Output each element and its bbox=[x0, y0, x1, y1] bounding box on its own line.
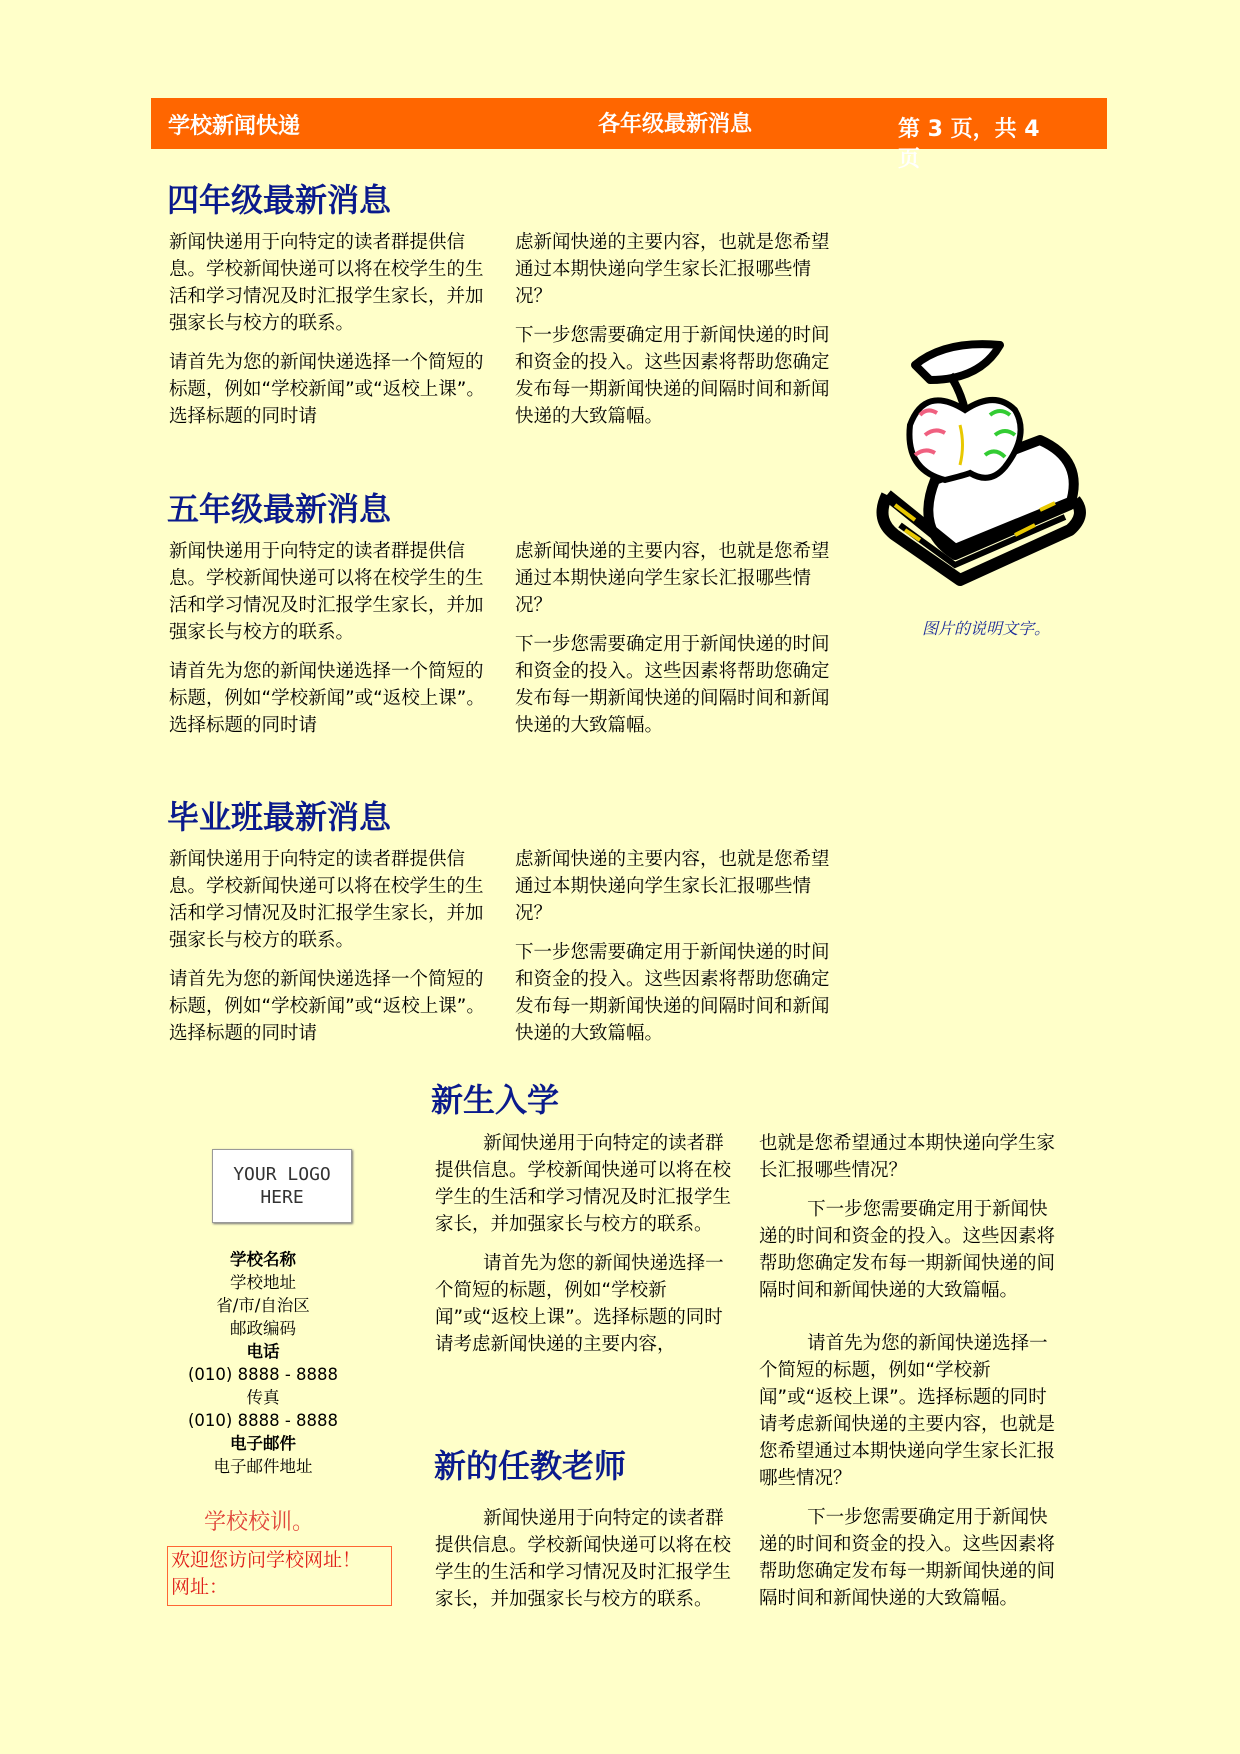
header-newsletter-name: 学校新闻快递 bbox=[168, 114, 301, 139]
fax-label: 传真 bbox=[246, 1388, 280, 1407]
contact-block bbox=[163, 1248, 363, 1478]
logo-placeholder bbox=[212, 1149, 352, 1223]
new-students-body bbox=[435, 1130, 732, 1370]
website-url-label[interactable]: 网址： bbox=[171, 1576, 229, 1598]
fax-number: (010) 8888 - 8888 bbox=[187, 1411, 339, 1430]
logo-text-line2: HERE bbox=[260, 1187, 304, 1208]
section-grade4-col2 bbox=[515, 229, 845, 442]
section-grade4-col1 bbox=[169, 229, 501, 442]
image-caption: 图片的说明文字。 bbox=[922, 619, 1051, 638]
paragraph: 请首先为您的新闻快递选择一个简短的标题，例如“学校新闻”或“返校上课”。选择标题的同时请考虑新闻快递的主要内容，也就是您希望通过本期快递向学生家长汇报哪些情况？ bbox=[759, 1333, 1056, 1489]
right-column-body bbox=[759, 1130, 1061, 1624]
paragraph: 新闻快递用于向特定的读者群提供信息。学校新闻快递可以将在校学生的生活和学习情况及时汇报学生家长，并加强家长与校方的联系。 bbox=[435, 1133, 732, 1235]
school-name: 学校名称 bbox=[230, 1250, 296, 1269]
logo-text-line1: YOUR LOGO bbox=[233, 1164, 331, 1185]
email-address: 电子邮件地址 bbox=[213, 1457, 313, 1476]
paragraph: 请首先为您的新闻快递选择一个简短的标题，例如“学校新闻”或“返校上课”。选择标题的同时请 bbox=[169, 661, 485, 736]
paragraph: 下一步您需要确定用于新闻快递的时间和资金的投入。这些因素将帮助您确定发布每一期新闻快递的间隔时间和新闻快递的大致篇幅。 bbox=[515, 325, 830, 427]
section-grade5-col1 bbox=[169, 538, 501, 751]
apple-on-book-clipart bbox=[865, 335, 1105, 615]
paragraph: 虑新闻快递的主要内容，也就是您希望通过本期快递向学生家长汇报哪些情况？ bbox=[515, 849, 830, 924]
paragraph: 新闻快递用于向特定的读者群提供信息。学校新闻快递可以将在校学生的生活和学习情况及时汇报学生家长，并加强家长与校方的联系。 bbox=[169, 541, 484, 643]
paragraph: 虑新闻快递的主要内容，也就是您希望通过本期快递向学生家长汇报哪些情况？ bbox=[515, 541, 830, 616]
section-title-grade4: 四年级最新消息 bbox=[167, 181, 392, 219]
header-section-title: 各年级最新消息 bbox=[598, 112, 753, 137]
paragraph: 也就是您希望通过本期快递向学生家长汇报哪些情况？ bbox=[759, 1133, 1056, 1181]
section-title-new-students: 新生入学 bbox=[431, 1081, 560, 1119]
paragraph: 请首先为您的新闻快递选择一个简短的标题，例如“学校新闻”或“返校上课”。选择标题的同时请考虑新闻快递的主要内容， bbox=[435, 1253, 724, 1355]
paragraph: 请首先为您的新闻快递选择一个简短的标题，例如“学校新闻”或“返校上课”。选择标题的同时请 bbox=[169, 969, 485, 1044]
school-region: 省/市/自治区 bbox=[216, 1296, 310, 1315]
school-motto: 学校校训。 bbox=[204, 1510, 315, 1535]
school-postal-code: 邮政编码 bbox=[230, 1319, 296, 1338]
section-title-grade5: 五年级最新消息 bbox=[167, 490, 392, 528]
section-title-new-teachers: 新的任教老师 bbox=[434, 1447, 627, 1485]
paragraph: 下一步您需要确定用于新闻快递的时间和资金的投入。这些因素将帮助您确定发布每一期新闻快递的间隔时间和新闻快递的大致篇幅。 bbox=[515, 942, 830, 1044]
paragraph: 请首先为您的新闻快递选择一个简短的标题，例如“学校新闻”或“返校上课”。选择标题的同时请 bbox=[169, 352, 485, 427]
paragraph: 下一步您需要确定用于新闻快递的时间和资金的投入。这些因素将帮助您确定发布每一期新闻快递的间隔时间和新闻快递的大致篇幅。 bbox=[759, 1199, 1056, 1301]
paragraph: 虑新闻快递的主要内容，也就是您希望通过本期快递向学生家长汇报哪些情况？ bbox=[515, 232, 830, 307]
website-box bbox=[167, 1546, 392, 1606]
paragraph: 下一步您需要确定用于新闻快递的时间和资金的投入。这些因素将帮助您确定发布每一期新闻快递的间隔时间和新闻快递的大致篇幅。 bbox=[759, 1507, 1056, 1609]
section-title-graduating: 毕业班最新消息 bbox=[167, 798, 392, 836]
phone-label: 电话 bbox=[246, 1342, 280, 1361]
paragraph: 新闻快递用于向特定的读者群提供信息。学校新闻快递可以将在校学生的生活和学习情况及时汇报学生家长，并加强家长与校方的联系。 bbox=[169, 849, 484, 951]
header-page-number: 第 3 页，共 4 页 bbox=[898, 117, 1040, 172]
section-graduating-col2 bbox=[515, 846, 845, 1059]
paragraph: 新闻快递用于向特定的读者群提供信息。学校新闻快递可以将在校学生的生活和学习情况及时汇报学生家长，并加强家长与校方的联系。 bbox=[169, 232, 484, 334]
new-teachers-body bbox=[435, 1505, 732, 1625]
section-grade5-col2 bbox=[515, 538, 845, 751]
school-address: 学校地址 bbox=[230, 1273, 296, 1292]
paragraph: 下一步您需要确定用于新闻快递的时间和资金的投入。这些因素将帮助您确定发布每一期新闻快递的间隔时间和新闻快递的大致篇幅。 bbox=[515, 634, 830, 736]
phone-number: (010) 8888 - 8888 bbox=[187, 1365, 339, 1384]
email-label: 电子邮件 bbox=[230, 1434, 296, 1453]
paragraph: 新闻快递用于向特定的读者群提供信息。学校新闻快递可以将在校学生的生活和学习情况及时汇报学生家长，并加强家长与校方的联系。 bbox=[435, 1508, 732, 1610]
website-welcome: 欢迎您访问学校网址！ bbox=[171, 1549, 362, 1571]
section-graduating-col1 bbox=[169, 846, 501, 1059]
